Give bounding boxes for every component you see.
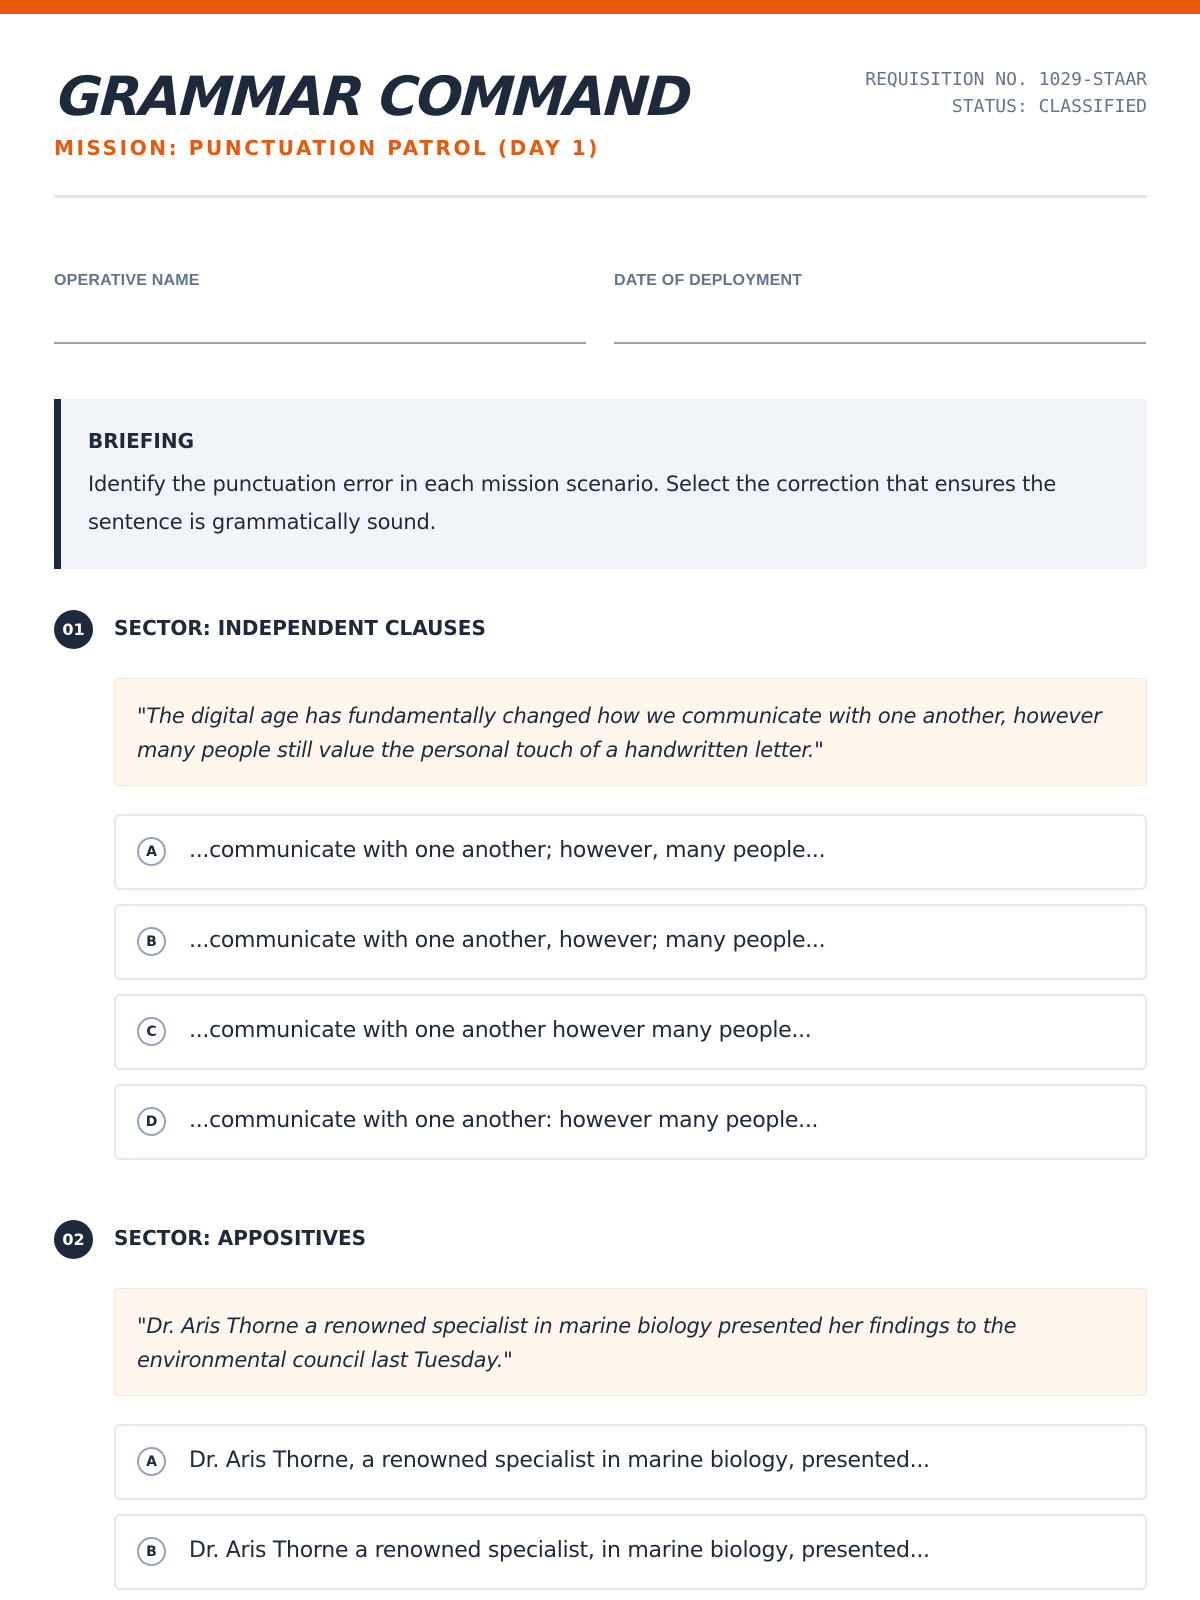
status-label: STATUS: CLASSIFIED <box>951 96 1147 117</box>
deployment-date-label: DATE OF DEPLOYMENT <box>614 272 803 289</box>
option-letter-badge: B <box>137 1537 166 1566</box>
worksheet-page <box>54 14 1147 1563</box>
question-title: SECTOR: INDEPENDENT CLAUSES <box>114 616 486 640</box>
option-letter-badge: A <box>137 837 166 866</box>
top-accent-bar <box>0 0 1200 14</box>
answer-option-c[interactable] <box>114 994 1147 1070</box>
question-number-badge: 02 <box>54 1220 93 1259</box>
option-text: ...communicate with one another: however many people... <box>189 1108 819 1133</box>
briefing-title: BRIEFING <box>88 429 195 453</box>
scenario-sentence: "Dr. Aris Thorne a renowned specialist in marine biology presented her findings to the environmental council last Tuesday." <box>114 1288 1147 1396</box>
option-letter-badge: D <box>137 1107 166 1136</box>
option-text: Dr. Aris Thorne a renowned specialist, in marine biology, presented... <box>189 1538 930 1563</box>
option-letter-badge: B <box>137 927 166 956</box>
option-letter-badge: C <box>137 1017 166 1046</box>
answer-option-b[interactable] <box>114 904 1147 980</box>
question-title: SECTOR: APPOSITIVES <box>114 1226 367 1250</box>
answer-option-a[interactable] <box>114 814 1147 890</box>
deployment-date-field[interactable] <box>614 272 1146 344</box>
answer-option-a[interactable] <box>114 1424 1147 1500</box>
question-header <box>54 610 1147 650</box>
requisition-number: REQUISITION NO. 1029-STAAR <box>865 69 1147 90</box>
question-02 <box>54 1220 1147 1563</box>
operative-name-label: OPERATIVE NAME <box>54 272 200 289</box>
answer-option-b[interactable] <box>114 1514 1147 1590</box>
option-text: ...communicate with one another, however; many people... <box>189 928 826 953</box>
page-title: GRAMMAR COMMAND <box>55 65 693 128</box>
option-text: ...communicate with one another; however, many people... <box>189 838 826 863</box>
mission-subtitle: MISSION: PUNCTUATION PATROL (DAY 1) <box>54 136 600 160</box>
question-01 <box>54 610 1147 1133</box>
briefing-box <box>54 399 1147 569</box>
answer-option-d[interactable] <box>114 1084 1147 1160</box>
briefing-text: Identify the punctuation error in each mission scenario. Select the correction that ensures the sentence is grammatically sound. <box>88 472 1057 534</box>
scenario-sentence: "The digital age has fundamentally changed how we communicate with one another, however many people still value the personal touch of a handwritten letter." <box>114 678 1147 786</box>
requisition-block <box>865 66 1147 120</box>
question-header <box>54 1220 1147 1260</box>
operative-fields <box>54 272 1147 342</box>
option-letter-badge: A <box>137 1447 166 1476</box>
option-text: Dr. Aris Thorne, a renowned specialist in marine biology, presented... <box>189 1448 930 1473</box>
question-number-badge: 01 <box>54 610 93 649</box>
header <box>54 14 1147 198</box>
operative-name-field[interactable] <box>54 272 586 344</box>
option-text: ...communicate with one another however many people... <box>189 1018 812 1043</box>
